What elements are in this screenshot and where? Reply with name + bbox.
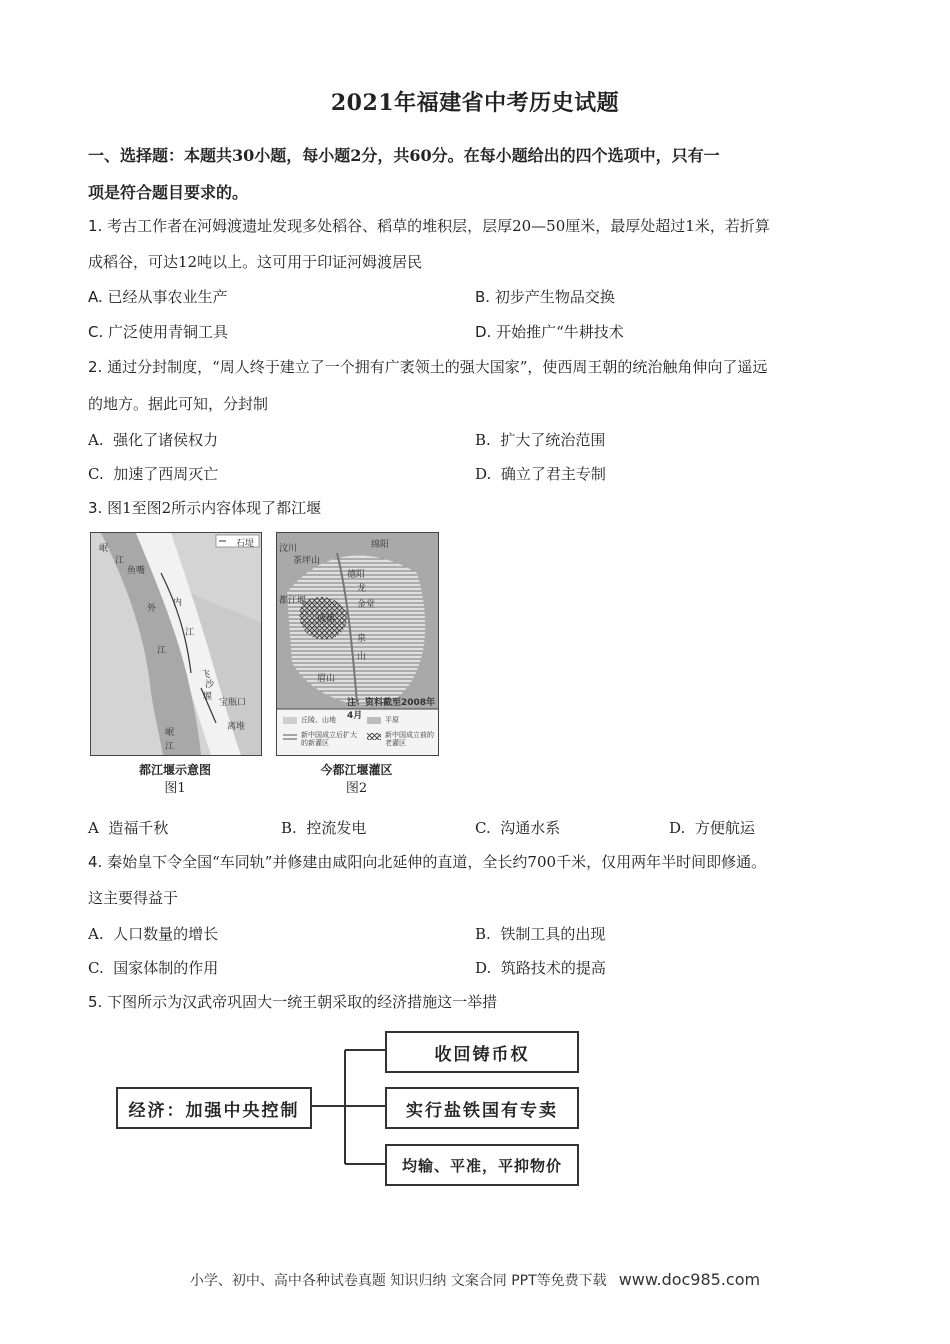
question-text: 考古工作者在河姆渡遗址发现多处稻谷、稻草的堆积层，层厚20—50厘米，最厚处超过1米，若折算 [107,217,770,235]
q4-option-d[interactable]: D. 筑路技术的提高 [475,959,606,977]
figure-2-number: 图2 [345,781,368,796]
q1-option-b[interactable]: B. 初步产生物品交换 [475,288,615,306]
figure-1-caption: 都江堰示意图 [138,763,211,777]
q4-option-a[interactable]: A. 人口数量的增长 [88,925,219,943]
question-number: 4. [88,853,103,871]
question-text: 下图所示为汉武帝巩固大一统王朝采取的经济措施这一举措 [107,993,498,1011]
figure-2-caption: 今都江堰灌区 [320,763,393,777]
page-footer [0,1270,950,1290]
footer-text: 小学、初中、高中各种试卷真题 知识归纳 文案合同 PPT等免费下载 [189,1273,607,1289]
question-number: 1. [88,217,103,235]
diagram-item-box: 实行盐铁国有专卖 [385,1087,579,1129]
q1-option-a[interactable]: A. 已经从事农业生产 [88,288,228,306]
q3-option-a[interactable]: A 造福千秋 [88,819,169,837]
question-number: 5. [88,993,103,1011]
q3-option-d[interactable]: D. 方便航运 [669,819,755,837]
question-1-stem-line2: 成稻谷，可达12吨以上。这可用于印证河姆渡居民 [88,253,423,271]
diagram-item-box: 均输、平准，平抑物价 [385,1144,579,1186]
q1-option-d[interactable]: D. 开始推广“牛耕技术 [475,323,624,341]
section-instruction-line1: 一、选择题：本题共30小题，每小题2分，共60分。在每小题给出的四个选项中，只有一 [88,146,720,165]
q2-option-a[interactable]: A. 强化了诸侯权力 [88,431,219,449]
legend-label: 石堤 [236,539,255,549]
q4-option-b[interactable]: B. 铁制工具的出现 [475,925,606,943]
question-2-stem-line2: 的地方。据此可知，分封制 [88,395,269,413]
diagram-main-box: 经济：加强中央控制 [116,1087,312,1129]
footer-url-link[interactable]: www.doc985.com [618,1270,761,1289]
page-title: 2021年福建省中考历史试题 [330,90,620,116]
q3-option-c[interactable]: C. 沟通水系 [475,819,561,837]
question-text: 图1至图2所示内容体现了都江堰 [107,499,322,517]
q2-option-c[interactable]: C. 加速了西周灭亡 [88,465,219,483]
q1-option-c[interactable]: C. 广泛使用青铜工具 [88,323,229,341]
question-number: 2. [88,358,103,376]
figure-2-irrigation-map: 汶川 茶坪山 绵阳 德阳 都江堰 成都 金堂 眉山 龙 泉 山 注：资料截至2008年4月 丘陵、山地 平原 新中国成立后扩大的新灌区 新中国成立前的老灌区 [276,532,439,756]
q2-option-b[interactable]: B. 扩大了统治范围 [475,431,606,449]
question-text: 通过分封制度，“周人终于建立了一个拥有广袤领土的强大国家”，使西周王朝的统治触角伸向了遥远 [107,358,768,376]
figure-1-dujiangyan-diagram: 石堤 岷 江 鱼嘴 外 江 内 江 飞 沙 堰 宝瓶口 离堆 岷 江 [90,532,262,756]
figure-1-number: 图1 [164,781,186,796]
section-instruction-line2: 项是符合题目要求的。 [88,183,249,202]
question-4-stem-line2: 这主要得益于 [88,889,179,907]
question-text: 秦始皇下令全国“车同轨”并修建由咸阳向北延伸的直道，全长约700千米，仅用两年半时间即修通。 [107,853,767,871]
map-note: 注：资料截至2008年4月 [347,698,436,721]
diagram-item-box: 收回铸币权 [385,1031,579,1073]
q2-option-d[interactable]: D. 确立了君主专制 [475,465,606,483]
q4-option-c[interactable]: C. 国家体制的作用 [88,959,219,977]
question-number: 3. [88,499,103,517]
q3-option-b[interactable]: B. 控流发电 [281,819,367,837]
